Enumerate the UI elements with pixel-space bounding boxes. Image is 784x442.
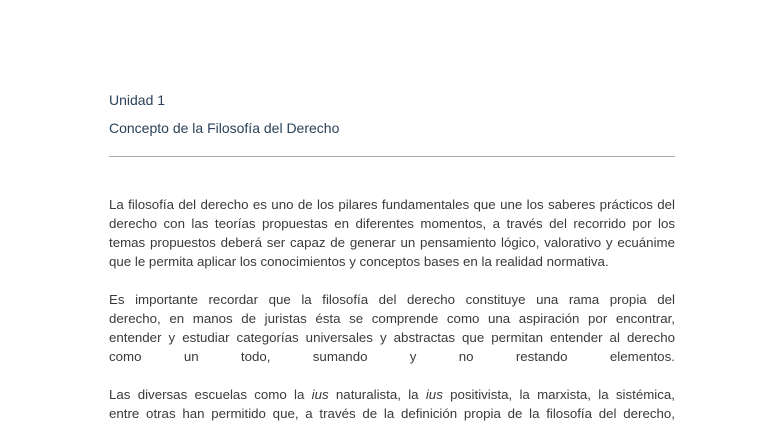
text-span: positivista, la marxista, la sistémica, [442,387,675,402]
unit-title: Concepto de la Filosofía del Derecho [109,120,340,136]
italic-term: ius [311,387,329,402]
paragraph-2-line-4 [109,347,675,366]
document-header [109,90,675,138]
header-divider [109,156,675,157]
paragraph-3-line-1 [109,385,675,404]
word: elementos. [609,349,675,364]
word: un [183,349,199,364]
paragraph-2-line-2: derecho, en manos de juristas ésta se comprende como una aspiración por encontrar, [109,311,675,326]
word: sumando [312,349,368,364]
paragraph-1: La filosofía del derecho es uno de los pilares fundamentales que une los saberes prácticos del derecho con las teorías propuestas en diferentes momentos, a través del recorrido por los temas propuestos deberá ser capaz de generar un pensamiento lógico, valorativo y ecuánime que le permita aplicar los conocimientos y conceptos bases en la realidad normativa. [109,197,675,269]
unit-label: Unidad 1 [109,92,166,108]
text-span: Las diversas escuelas como la [109,387,312,402]
paragraph-3-line-2: entre otras han permitido que, a través de la definición propia de la filosofía del derecho, [109,406,675,421]
document-body [109,195,675,442]
word: como [109,349,142,364]
text-span: naturalista, la [328,387,426,402]
word: no [458,349,474,364]
paragraph-2-line-3: entender y estudiar categorías universales y abstractas que permitan entender al derecho [109,330,675,345]
word: restando [515,349,568,364]
italic-term: ius [425,387,443,402]
word: todo, [240,349,271,364]
word: y [409,349,417,364]
paragraph-2 [109,290,675,366]
paragraph-2-line-1: Es importante recordar que la filosofía del derecho constituye una rama propia del [109,292,675,307]
paragraph-3 [109,385,675,423]
